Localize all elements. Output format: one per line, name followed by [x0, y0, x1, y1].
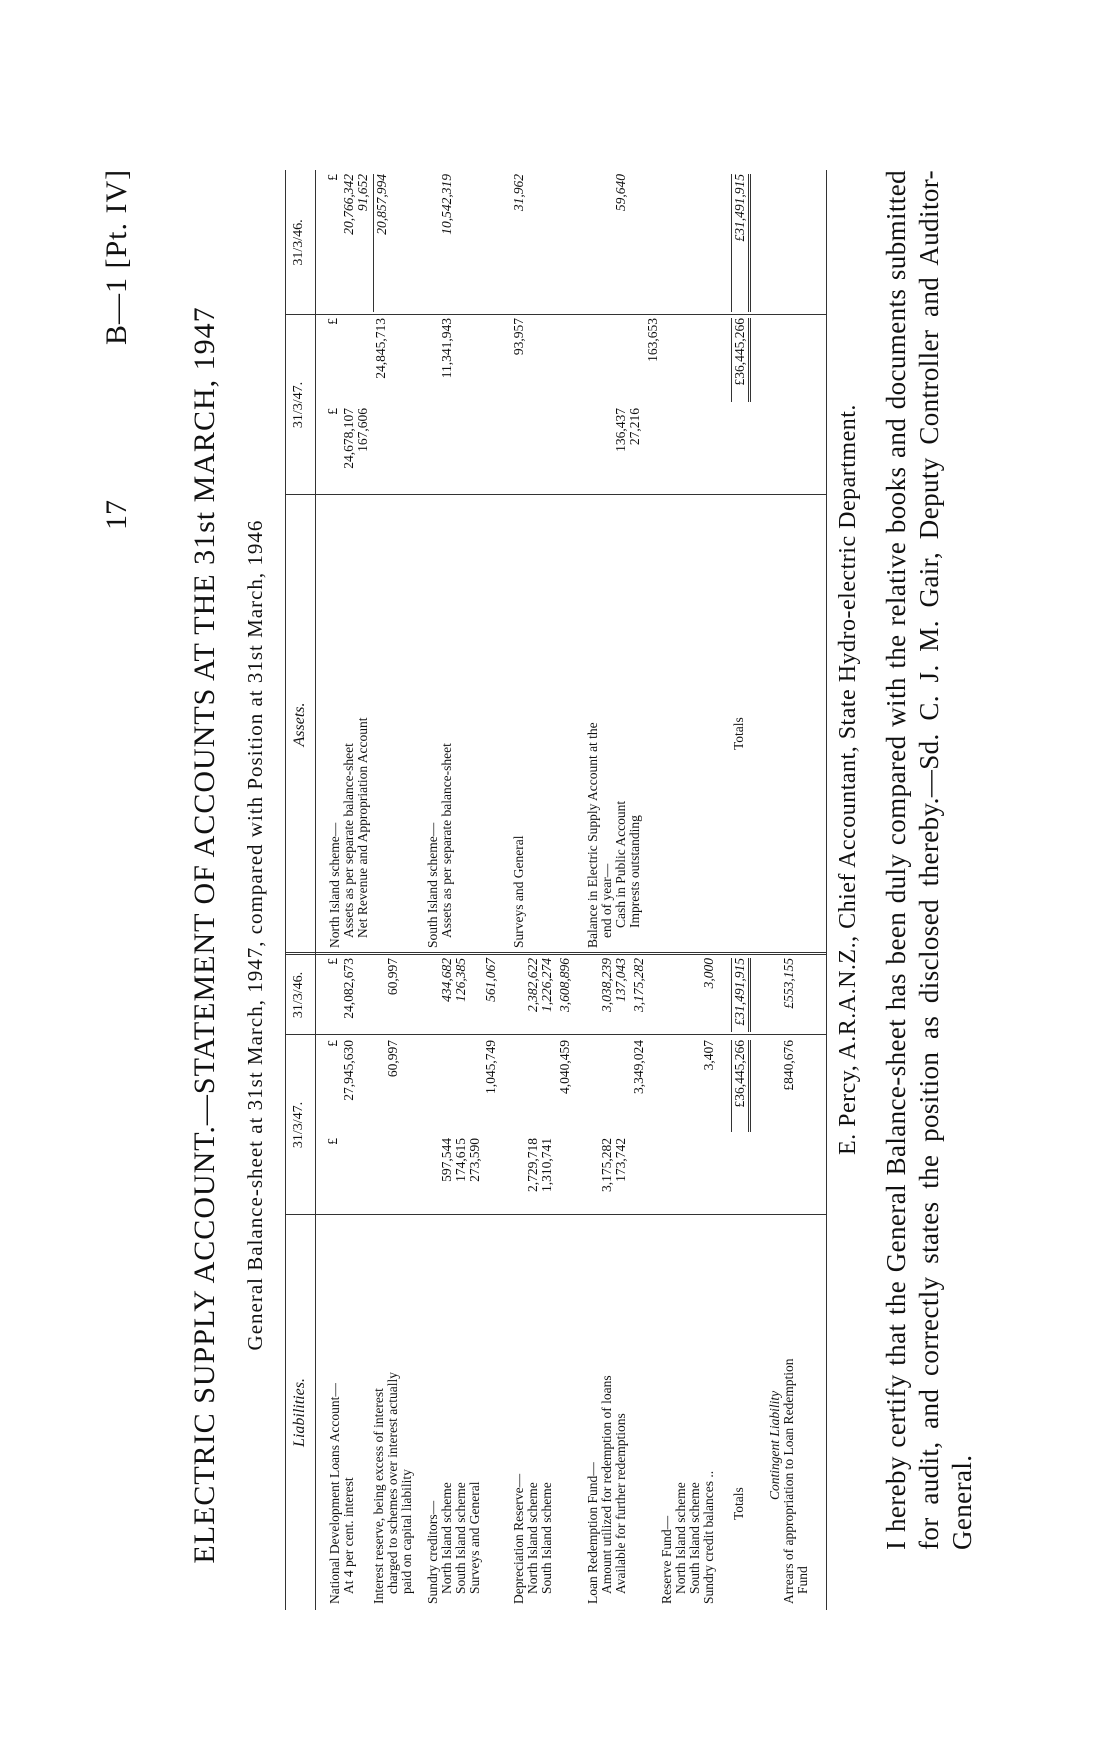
sc-total: 1,045,749: [483, 1040, 498, 1094]
ni-total-prev: 20,857,994: [373, 174, 390, 312]
cash-value: 136,437: [613, 408, 628, 452]
interest-reserve-text: Interest reserve, being excess of interest: [371, 1388, 386, 1604]
ni-assets-prev: 20,766,342: [341, 174, 356, 235]
dr-si-prev: 1,226,274: [539, 958, 554, 1012]
sundry-creditors-si: South Island scheme: [453, 1482, 468, 1594]
pound-sign: £: [325, 1138, 340, 1145]
sc-si-prev: 126,385: [453, 958, 468, 1002]
audit-certificate: I hereby certify that the General Balance-sheet has been duly compared with the relative books and documents submitted for audit, and correctly states the position as disclosed thereby.—Sd. C. J. M. Gair, Deputy Controller and Auditor-General.: [881, 170, 977, 1550]
scb-prev: 3,000: [701, 958, 716, 989]
reserve-fund-si: South Island scheme: [687, 1482, 702, 1594]
cash-public-account: Cash in Public Account: [613, 800, 628, 928]
table-rule: [315, 170, 316, 1610]
col-3146-heading: 31/3/46.: [291, 971, 306, 1019]
table-rule: [285, 170, 286, 1610]
contingent-text: Arrears of appropriation to Loan Redemption: [781, 1358, 796, 1604]
contingent-value: £840,676: [781, 1040, 796, 1091]
scb-value: 3,407: [701, 1040, 716, 1071]
pound-sign: £: [325, 408, 340, 415]
page-title: ELECTRIC SUPPLY ACCOUNT.—STATEMENT OF ACCOUNTS AT THE 31st MARCH, 1947: [188, 306, 221, 1564]
dr-total-prev: 3,608,896: [557, 958, 572, 1012]
pound-sign: £: [325, 318, 340, 325]
sc-si-value: 174,615: [453, 1138, 468, 1182]
surveys-general: Surveys and General: [511, 835, 526, 948]
dr-si-value: 1,310,741: [539, 1138, 554, 1192]
dr-total: 4,040,459: [557, 1040, 572, 1094]
lrf-used: Amount utilized for redemption of loans: [599, 1375, 614, 1594]
imprest-value: 27,216: [627, 408, 642, 446]
dr-ni-value: 2,729,718: [525, 1138, 540, 1192]
balance-sheet-table: [285, 170, 827, 1610]
column-rule: [285, 314, 827, 315]
ni-revenue-value: 167,606: [355, 408, 370, 452]
sg-total: 93,957: [511, 318, 526, 356]
col-3147-heading: 31/3/47.: [291, 381, 306, 429]
si-total: 11,341,943: [439, 318, 454, 379]
col-3146-heading: 31/3/46.: [291, 219, 306, 266]
page-subtitle: General Balance-sheet at 31st March, 1947, compared with Position at 31st March, 1946: [243, 519, 267, 1351]
liabilities-total: £36,445,266: [731, 1040, 751, 1132]
sc-sg-value: 273,590: [467, 1138, 482, 1182]
ndla-value: 27,945,630: [341, 1040, 356, 1101]
ni-net-revenue: Net Revenue and Appropriation Account: [355, 717, 370, 938]
ni-revenue-prev: 91,652: [355, 174, 370, 212]
assets-heading: Assets.: [291, 702, 308, 747]
liabilities-total-prev: £31,491,915: [731, 958, 751, 1032]
column-rule: [285, 1034, 827, 1035]
signature-line: E. Percy, A.R.A.N.Z., Chief Accountant, State Hydro-electric Department.: [835, 404, 861, 1155]
balance-prev: 59,640: [613, 174, 628, 212]
column-rule: [285, 494, 827, 495]
contingent-text: Fund: [795, 1566, 810, 1594]
sundry-creditors-ni: North Island scheme: [439, 1482, 454, 1594]
depreciation-si: South Island scheme: [539, 1482, 554, 1594]
dr-ni-prev: 2,382,622: [525, 958, 540, 1012]
ndla-prev: 24,082,673: [341, 958, 356, 1019]
reserve-fund-heading: Reserve Fund—: [659, 1515, 674, 1604]
sc-ni-value: 597,544: [439, 1138, 454, 1182]
ni-assets-value: 24,678,107: [341, 408, 356, 469]
col-3147-heading: 31/3/47.: [291, 1101, 306, 1149]
depreciation-heading: Depreciation Reserve—: [511, 1473, 526, 1604]
ni-scheme-heading: North Island scheme—: [327, 822, 342, 948]
sundry-credit-balances: Sundry credit balances ..: [701, 1470, 716, 1604]
depreciation-ni: North Island scheme: [525, 1482, 540, 1594]
liabilities-totals-label: Totals: [731, 1487, 746, 1520]
lrf-used-value: 3,175,282: [599, 1138, 614, 1192]
assets-total: £36,445,266: [731, 318, 751, 402]
pound-sign: £: [325, 958, 340, 965]
lrf-available-prev: 137,043: [613, 958, 628, 1002]
ndla-heading: National Development Loans Account—: [327, 1383, 342, 1604]
column-rule: [285, 1214, 827, 1215]
balance-text: end of year—: [599, 863, 614, 938]
sc-total-prev: 561,067: [483, 958, 498, 1002]
si-assets: Assets as per separate balance-sheet: [439, 743, 454, 938]
reserve-fund-ni: North Island scheme: [673, 1482, 688, 1594]
contingent-prev: £553,155: [781, 958, 796, 1009]
interest-reserve-prev: 60,997: [385, 958, 400, 996]
imprests-outstanding: Imprests outstanding: [627, 815, 642, 928]
lrf-available: Available for further redemptions: [613, 1413, 628, 1594]
sg-prev: 31,962: [511, 174, 526, 212]
liabilities-heading: Liabilities.: [291, 1378, 308, 1447]
interest-reserve-text: paid on capital liability: [399, 1469, 414, 1594]
si-scheme-heading: South Island scheme—: [425, 822, 440, 948]
sundry-creditors-sg: Surveys and General: [467, 1481, 482, 1594]
assets-totals-label: Totals: [731, 717, 746, 750]
contingent-heading: Contingent Liability: [767, 1390, 782, 1500]
page-reference: B—1 [Pt. IV]: [100, 168, 133, 345]
sundry-creditors-heading: Sundry creditors—: [425, 1500, 440, 1604]
interest-reserve-value: 60,997: [385, 1040, 400, 1078]
assets-total-prev: £31,491,915: [731, 174, 751, 312]
lrf-total: 3,349,024: [631, 1040, 646, 1094]
ni-assets: Assets as per separate balance-sheet: [341, 743, 356, 938]
page-number: 17: [100, 500, 133, 530]
lrf-total-prev: 3,175,282: [631, 958, 646, 1012]
si-prev: 10,542,319: [439, 174, 454, 235]
pound-sign: £: [325, 1040, 340, 1047]
lrf-heading: Loan Redemption Fund—: [585, 1462, 600, 1604]
pound-sign: £: [325, 174, 340, 181]
balance-text: Balance in Electric Supply Account at the: [585, 722, 600, 948]
ni-total: 24,845,713: [373, 318, 388, 379]
lrf-used-prev: 3,038,239: [599, 958, 614, 1012]
balance-total: 163,653: [645, 318, 660, 362]
ndla-item: At 4 per cent. interest: [341, 1477, 356, 1594]
lrf-available-value: 173,742: [613, 1138, 628, 1182]
sc-ni-prev: 434,682: [439, 958, 454, 1002]
center-rule: [285, 952, 827, 955]
table-rule: [826, 170, 827, 1610]
interest-reserve-text: charged to schemes over interest actually: [385, 1371, 400, 1594]
